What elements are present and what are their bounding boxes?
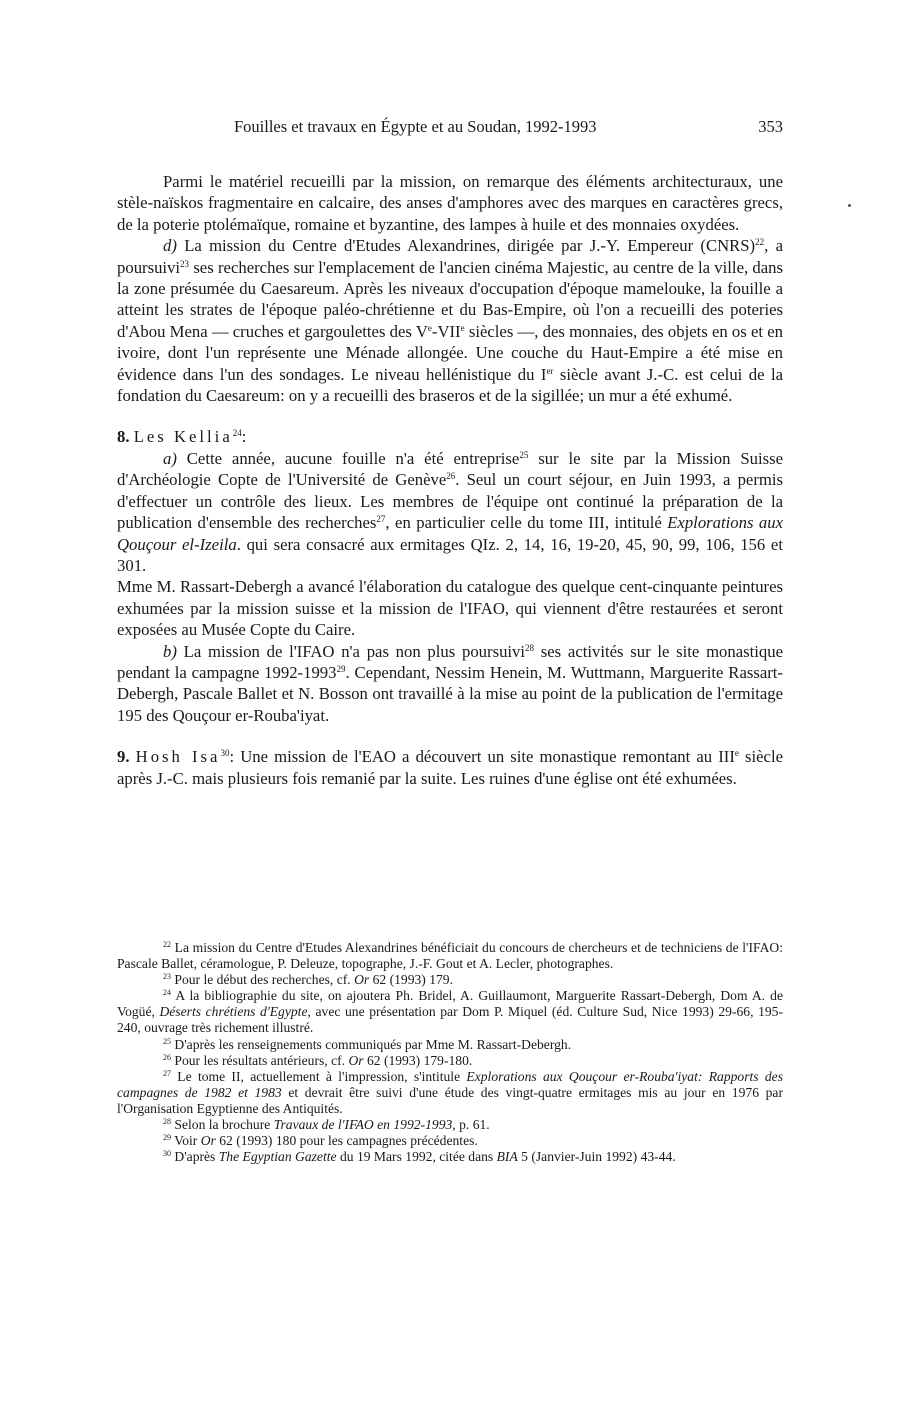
footnote-ref[interactable]: 23 — [180, 258, 190, 269]
item-letter: a) — [163, 448, 177, 468]
footnote-28: $^{28}$ Selon la brochure Travaux de l'IFAO en 1992-1993, p. 61. — [163, 1117, 490, 1133]
footnote-22: $^{22}$ La mission du Centre d'Etudes Alexandrines bénéficiait du concours de chercheurs et de techniciens de l'IFAO: Pascale Ballet, céramologue, P. Deleuze, topographe, J.-F. Gout et A. Lecler, photographes. — [117, 940, 783, 972]
section-number: 8. — [117, 427, 130, 447]
footnotes — [117, 940, 783, 1165]
footnote-ref[interactable]: 29 — [336, 663, 346, 674]
footnote-29: $^{29}$ Voir Or 62 (1993) 180 pour les campagnes précédentes. — [163, 1133, 478, 1149]
footnote-ref[interactable]: 26 — [446, 471, 456, 482]
footnote-25: $^{25}$ D'après les renseignements communiqués par Mme M. Rassart-Debergh. — [163, 1036, 572, 1052]
footnote-ref[interactable]: 30 — [220, 748, 230, 759]
page-number: 353 — [758, 117, 783, 136]
footnote-27: $^{27}$ Le tome II, actuellement à l'impression, s'intitule Explorations aux Qouçour er-Rouba'iyat: Rapports des campagnes de 1982 et 1983 et devrait être suivi d'une étude des vingt-quatre ermitages mis au jour en 1976 par l'Organisation Egyptienne des Antiquités. — [117, 1068, 783, 1116]
footnote-ref[interactable]: 25 — [519, 449, 529, 460]
paragraph-hosh-isa: 9. Hosh Isa$^{30}$: Une mission de l'EAO a découvert un site monastique remontant au IIIe siècle après J.-C. mais plusieurs fois remanié par la suite. Les ruines d'une église ont été exhumées. — [117, 747, 784, 788]
footnote-30: $^{30}$ D'après The Egyptian Gazette du 19 Mars 1992, citée dans BIA 5 (Janvier-Juin 1992) 43-44. — [163, 1149, 676, 1165]
paragraph-mission-suisse: a) Cette année, aucune fouille n'a été entreprise$^{25}$ sur le site par la Mission Suisse d'Archéologie Copte de l'Université de Genève$^{26}$. Seul un court séjour, en Juin 1993, a permis d'effectuer un contrôle des lieux. Les membres de l'équipe ont continué la préparation de la publication d'ensemble des recherches$^{27}$, en particulier celle du tome III, intitulé Explorations aux Qouçour el-Izeila. qui sera consacré aux ermitages QIz. 2, 14, 16, 19-20, 45, 90, 99, 106, 156 et 301. — [117, 448, 784, 575]
footnote-24: $^{24}$ A la bibliographie du site, on ajoutera Ph. Bridel, A. Guillaumont, Marguerite Rassart-Debergh, Dom A. de Vogüé, Déserts chrétiens d'Egypte, avec une présentation par Dom P. Miquel (éd. Culture Sud, Nice 1993) 29-66, 195-240, ouvrage très richement illustré. — [117, 988, 783, 1036]
item-letter: b) — [163, 641, 177, 661]
italic-title: Explorations aux Qouçour el-Izeila — [117, 513, 784, 554]
paragraph-materiel: Parmi le matériel recueilli par la mission, on remarque des éléments architecturaux, une stèle-naïskos fragmentaire en calcaire, des anses d'amphores avec des marques en caractères grecs, de la poterie ptolémaïque, romaine et byzantine, des lampes à huile et des monnaies oxydées. — [117, 172, 783, 234]
footnote-26: $^{26}$ Pour les résultats antérieurs, cf. Or 62 (1993) 179-180. — [163, 1052, 473, 1068]
section-title: Hosh Isa — [135, 747, 221, 767]
paragraph-mission-ifao: b) La mission de l'IFAO n'a pas non plus poursuivi$^{28}$ ses activités sur le site monastique pendant la campagne 1992-1993$^{29}$. Cependant, Nessim Henein, M. Wuttmann, Marguerite Rassart-Debergh, Pascale Ballet et N. Bosson ont travaillé à la mise au point de la publication de l'ermitage 195 des Qouçour er-Rouba'iyat. — [117, 641, 783, 725]
scan-speck — [848, 204, 851, 207]
paragraph-centre-etudes-alexandrines: d) La mission du Centre d'Etudes Alexandrines, dirigée par J.-Y. Empereur (CNRS)$^{22}$, a poursuivi$^{23}$ ses recherches sur l'emplacement de l'ancien cinéma Majestic, au centre de la ville, dans la zone présumée du Caesareum. Après les niveaux d'occupation d'époque mamelouke, la fouille a atteint les strates de l'époque paléo-chrétienne et du Bas-Empire, où l'on a recueilli des poteries d'Abou Mena — cruches et gargoulettes des Ve-VIIe siècles —, des monnaies, des objets en os et en ivoire, dont l'un représente une Ménade allongée. Une couche du Haut-Empire a été mise en évidence dans l'un des sondages. Le niveau hellénistique du Ier siècle avant J.-C. est celui de la fondation du Caesareum: on y a recueilli des braseros et de la sigillée; un mur a été exhumé. — [117, 236, 783, 406]
footnote-ref[interactable]: 28 — [525, 642, 535, 653]
section-title: Les Kellia — [133, 427, 233, 447]
footnote-ref[interactable]: 22 — [755, 237, 765, 248]
page-header — [117, 117, 783, 141]
footnote-ref[interactable]: 24 — [232, 428, 242, 439]
paragraph-rassart-debergh: Mme M. Rassart-Debergh a avancé l'élaboration du catalogue des quelque cent-cinquante peintures exhumées par la mission suisse et la mission de l'IFAO, qui viennent d'être restaurées et seront exposées au Musée Copte du Caire. — [117, 577, 783, 640]
item-letter: d) — [163, 236, 177, 256]
running-title: Fouilles et travaux en Égypte et au Soudan, 1992-1993 — [234, 117, 597, 136]
footnote-ref[interactable]: 27 — [376, 514, 386, 525]
footnote-23: $^{23}$ Pour le début des recherches, cf. Or 62 (1993) 179. — [163, 972, 454, 988]
main-text — [117, 171, 783, 789]
section-number: 9. — [117, 747, 130, 767]
section-heading-kellia: 8. Les Kellia$^{24}$: — [117, 427, 247, 447]
